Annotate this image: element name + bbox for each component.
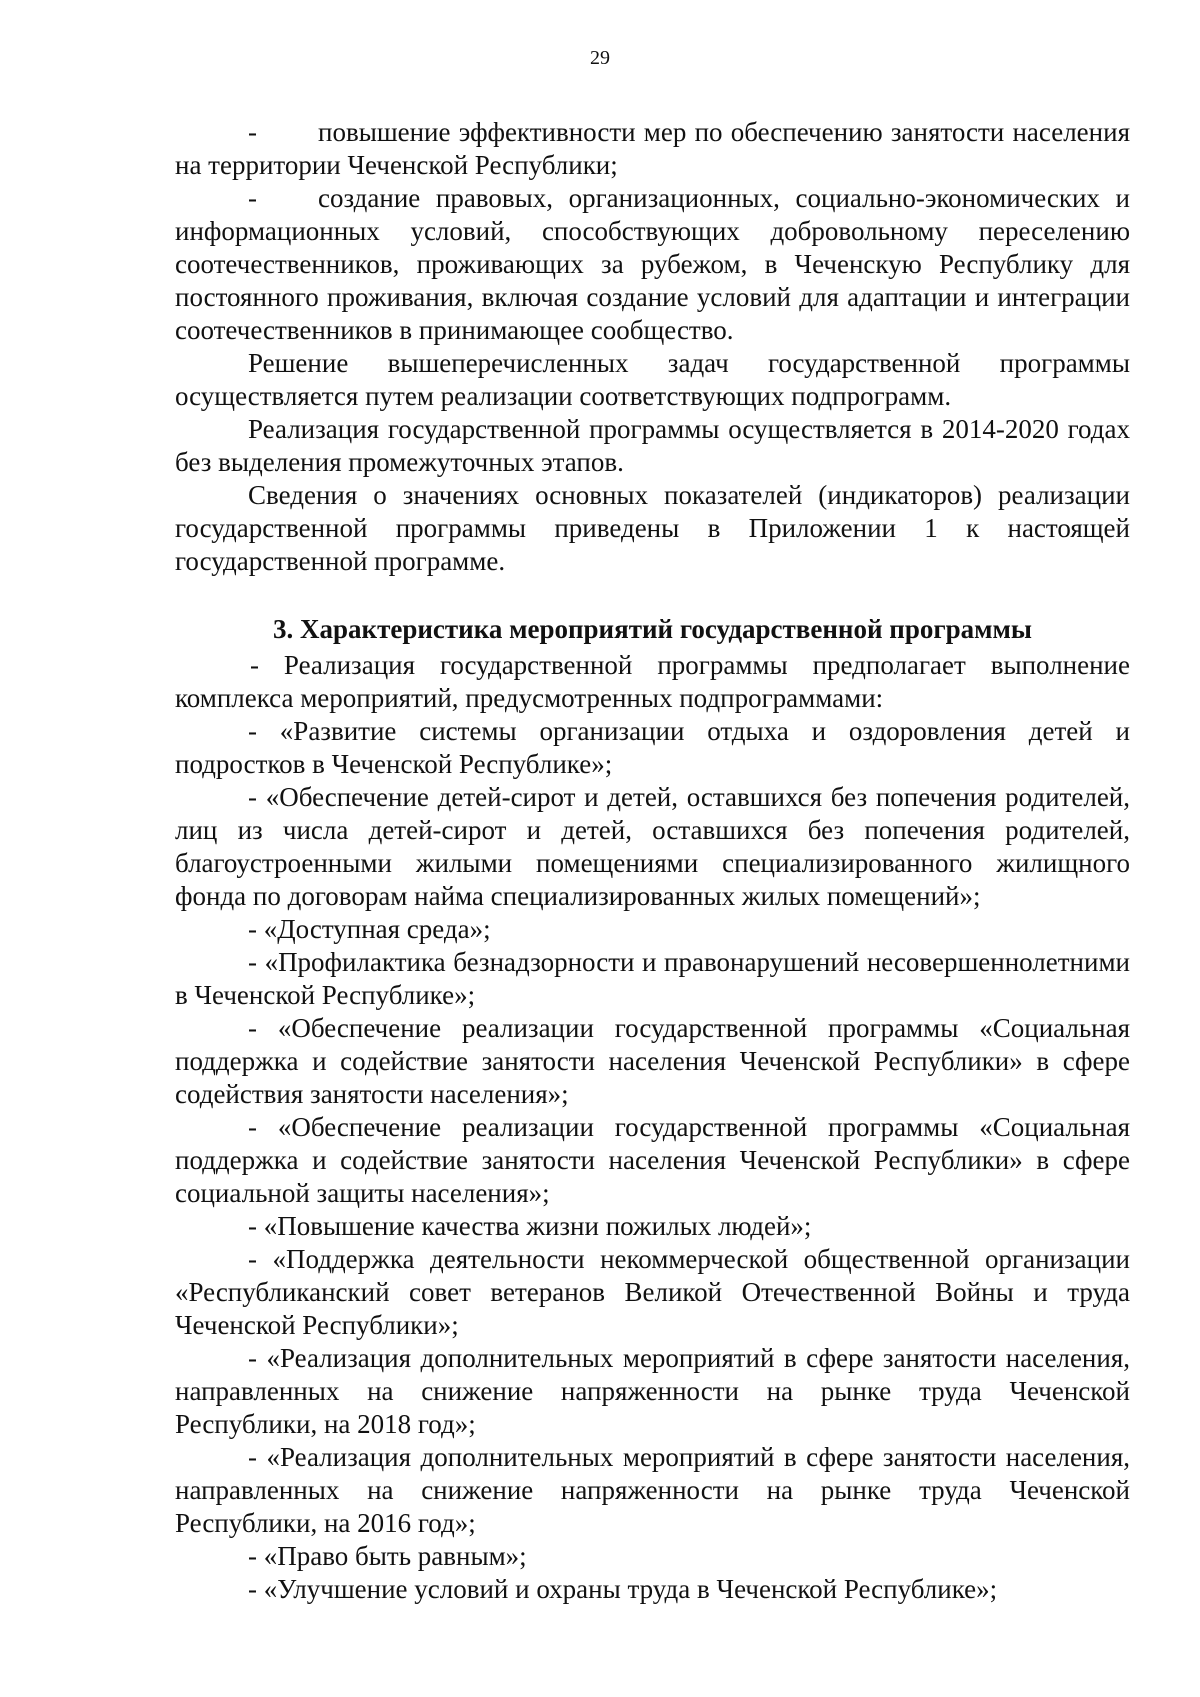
dash-marker: - <box>248 183 257 213</box>
list-item: - «Обеспечение реализации государственной программы «Социальная поддержка и содействие занятости населения Чеченской Республики» в сфере социальной защиты населения»; <box>175 1112 1130 1208</box>
paragraph: Реализация государственной программы осуществляется в 2014-2020 годах без выделения промежуточных этапов. <box>175 414 1130 477</box>
list-item: - «Поддержка деятельности некоммерческой общественной организации «Республиканский совет ветеранов Великой Отечественной Войны и труда Чеченской Республики»; <box>175 1244 1130 1340</box>
list-item: - «Доступная среда»; <box>248 914 491 944</box>
dash-item-text: повышение эффективности мер по обеспечению занятости населения на территории Чеченской Республики; <box>175 117 1130 180</box>
list-item: - «Улучшение условий и охраны труда в Чеченской Республике»; <box>248 1574 998 1604</box>
list-item: - «Обеспечение детей-сирот и детей, оставшихся без попечения родителей, лиц из числа детей-сирот и детей, оставшихся без попечения родителей, благоустроенными жилыми помещениями специализированного жилищного фонда по договорам найма специализированных жилых помещений»; <box>175 782 1130 911</box>
list-item: - «Реализация дополнительных мероприятий в сфере занятости населения, направленных на снижение напряженности на рынке труда Чеченской Республики, на 2018 год»; <box>175 1343 1130 1439</box>
document-body <box>175 116 1130 1606</box>
list-item: - «Право быть равным»; <box>248 1541 527 1571</box>
paragraph: Сведения о значениях основных показателей (индикаторов) реализации государственной программы приведены в Приложении 1 к настоящей государственной программе. <box>175 480 1130 576</box>
dash-item-text: создание правовых, организационных, социально-экономических и информационных условий, способствующих добровольному переселению соотечественников, проживающих за рубежом, в Чеченскую Республику для постоянного проживания, включая создание условий для адаптации и интеграции соотечественников в принимающее сообщество. <box>175 183 1130 345</box>
dash-marker: - <box>248 117 257 147</box>
list-item: - «Реализация дополнительных мероприятий в сфере занятости населения, направленных на снижение напряженности на рынке труда Чеченской Республики, на 2016 год»; <box>175 1442 1130 1538</box>
list-item: - Реализация государственной программы предполагает выполнение комплекса мероприятий, предусмотренных подпрограммами: <box>175 650 1130 713</box>
intro-dash-item <box>175 182 1130 347</box>
paragraph: Решение вышеперечисленных задач государственной программы осуществляется путем реализации соответствующих подпрограмм. <box>175 348 1130 411</box>
list-item: - «Обеспечение реализации государственной программы «Социальная поддержка и содействие занятости населения Чеченской Республики» в сфере содействия занятости населения»; <box>175 1013 1130 1109</box>
section-heading: 3. Характеристика мероприятий государственной программы <box>273 614 1032 644</box>
list-item: - «Повышение качества жизни пожилых людей»; <box>248 1211 812 1241</box>
page-number: 29 <box>590 47 610 69</box>
list-item: - «Профилактика безнадзорности и правонарушений несовершеннолетними в Чеченской Республике»; <box>175 947 1130 1010</box>
intro-dash-item <box>175 116 1130 182</box>
list-item: - «Развитие системы организации отдыха и оздоровления детей и подростков в Чеченской Республике»; <box>175 716 1130 779</box>
